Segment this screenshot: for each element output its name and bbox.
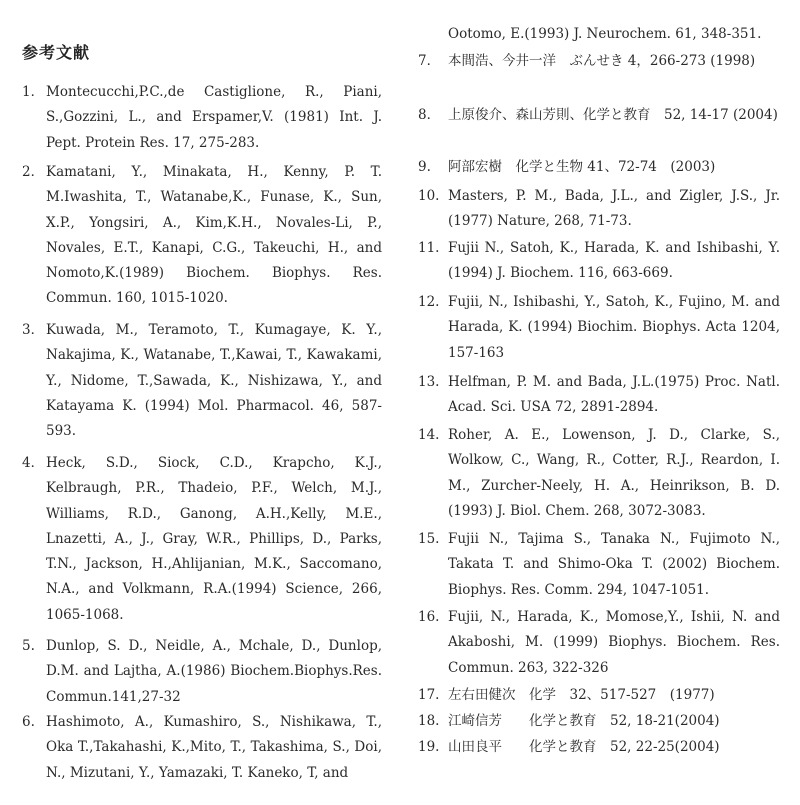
reference-item <box>22 160 382 312</box>
reference-number: 13. <box>418 374 440 390</box>
reference-text: 江崎信芳 化学と教育 52, 18-21(2004) <box>448 713 720 729</box>
reference-text: 阿部宏樹 化学と生物 41、72-74 (2003) <box>448 159 716 175</box>
reference-number: 3． <box>22 322 45 338</box>
reference-text: Montecucchi,P.C.,de Castiglione, R., Piani, S.,Gozzini, L., and Erspamer,V. (1981) Int. J. Pept. Protein Res. 17, 275-283. <box>46 84 382 151</box>
reference-text: Fujii N., Tajima S., Tanaka N., Fujimoto N., Takata T. and Shimo-Oka T. (2002) Biochem. Biophys. Res. Comm. 294, 1047-1051. <box>448 531 780 598</box>
reference-number: 17. <box>418 687 440 703</box>
reference-item <box>22 318 382 444</box>
reference-item <box>22 80 382 156</box>
reference-item <box>418 49 780 74</box>
reference-text: Heck, S.D., Siock, C.D., Krapcho, K.J., Kelbraugh, P.R., Thadeio, P.F., Welch, M.J., Williams, R.D., Ganong, A.H.,Kelly, M.E., Lnazetti, A., J., Gray, W.R., Phillips, D., Parks, T.N., Jackson, H.,Ahlijanian, M.K., Saccomano, N.A., and Volkmann, R.A.(1994) Science, 266, 1065-1068. <box>46 455 382 623</box>
reference-item <box>418 184 780 235</box>
reference-number: 16. <box>418 609 440 625</box>
reference-number: 11. <box>418 240 440 256</box>
reference-number: 10. <box>418 188 440 204</box>
reference-number: 8． <box>418 107 441 123</box>
reference-item <box>418 735 780 760</box>
reference-item <box>418 527 780 603</box>
reference-text: Kuwada, M., Teramoto, T., Kumagaye, K. Y., Nakajima, K., Watanabe, T.,Kawai, T., Kawakami, Y., Nidome, T.,Sawada, K., Nishizawa, Y., and Katayama K. (1994) Mol. Pharmacol. 46, 587-593. <box>46 322 382 440</box>
reference-item <box>22 710 382 786</box>
reference-text: Roher, A. E., Lowenson, J. D., Clarke, S., Wolkow, C., Wang, R., Cotter, R.J., Reardon, I. M., Zurcher-Neely, H. A., Heinrikson, B. D. (1993) J. Biol. Chem. 268, 3072-3083. <box>448 427 780 519</box>
reference-text: Helfman, P. M. and Bada, J.L.(1975) Proc. Natl. Acad. Sci. USA 72, 2891-2894. <box>448 374 780 416</box>
reference-item <box>418 683 780 708</box>
reference-number: 6. <box>22 714 35 730</box>
reference-number: 18. <box>418 713 440 729</box>
reference-text: 山田良平 化学と教育 52, 22-25(2004) <box>448 739 720 755</box>
reference-item <box>418 423 780 524</box>
reference-number: 1． <box>22 84 45 100</box>
reference-number: 19. <box>418 739 440 755</box>
reference-item <box>418 236 780 287</box>
reference-item <box>418 709 780 734</box>
reference-text: 左右田健次 化学 32、517-527 (1977) <box>448 687 715 703</box>
reference-number: 12. <box>418 294 440 310</box>
reference-number: 5. <box>22 638 35 654</box>
reference-item <box>418 155 780 180</box>
reference-text: Fujii, N., Ishibashi, Y., Satoh, K., Fujino, M. and Harada, K. (1994) Biochim. Biophys. Acta 1204, 157-163 <box>448 294 780 361</box>
reference-text: Hashimoto, A., Kumashiro, S., Nishikawa, T., Oka T.,Takahashi, K.,Mito, T., Takashima, S., Doi, N., Mizutani, Y., Yamazaki, T. Kaneko, T, and <box>46 714 382 781</box>
reference-number: 14. <box>418 427 440 443</box>
reference-number: 15. <box>418 531 440 547</box>
reference-text: Dunlop, S. D., Neidle, A., Mchale, D., Dunlop, D.M. and Lajtha, A.(1986) Biochem.Biophys.Res. Commun.141,27-32 <box>46 638 382 705</box>
reference-text: Fujii, N., Harada, K., Momose,Y., Ishii, N. and Akaboshi, M. (1999) Biophys. Biochem. Res. Commun. 263, 322-326 <box>448 609 780 676</box>
reference-number: 7． <box>418 53 441 69</box>
reference-item <box>22 451 382 628</box>
reference-text: 上原俊介、森山芳則、化学と教育 52, 14-17 (2004) <box>448 107 778 123</box>
references-heading: 参考文献 <box>22 43 91 62</box>
reference-text: Kamatani, Y., Minakata, H., Kenny, P. T. M.Iwashita, T., Watanabe,K., Funase, K., Sun, X.P., Yongsiri, A., Kim,K.H., Novales-Li, P., Novales, E.T., Kanapi, C.G., Takeuchi, H., and Nomoto,K.(1989) Biochem. Biophys. Res. Commun. 160, 1015-1020. <box>46 164 382 307</box>
reference-item <box>418 370 780 421</box>
reference-number: 2． <box>22 164 45 180</box>
reference-item <box>418 605 780 681</box>
reference-number: 4． <box>22 455 45 471</box>
reference-number: 9. <box>418 159 431 175</box>
reference-text: 本間浩、今井一洋 ぶんせき 4，266-273 (1998) <box>448 53 756 69</box>
reference-continuation: Ootomo, E.(1993) J. Neurochem. 61, 348-351. <box>448 26 762 42</box>
reference-item <box>418 103 780 128</box>
reference-item <box>22 634 382 710</box>
reference-item <box>418 290 780 366</box>
reference-text: Fujii N., Satoh, K., Harada, K. and Ishibashi, Y.(1994) J. Biochem. 116, 663-669. <box>448 240 780 282</box>
reference-text: Masters, P. M., Bada, J.L., and Zigler, J.S., Jr.(1977) Nature, 268, 71-73. <box>448 188 780 230</box>
